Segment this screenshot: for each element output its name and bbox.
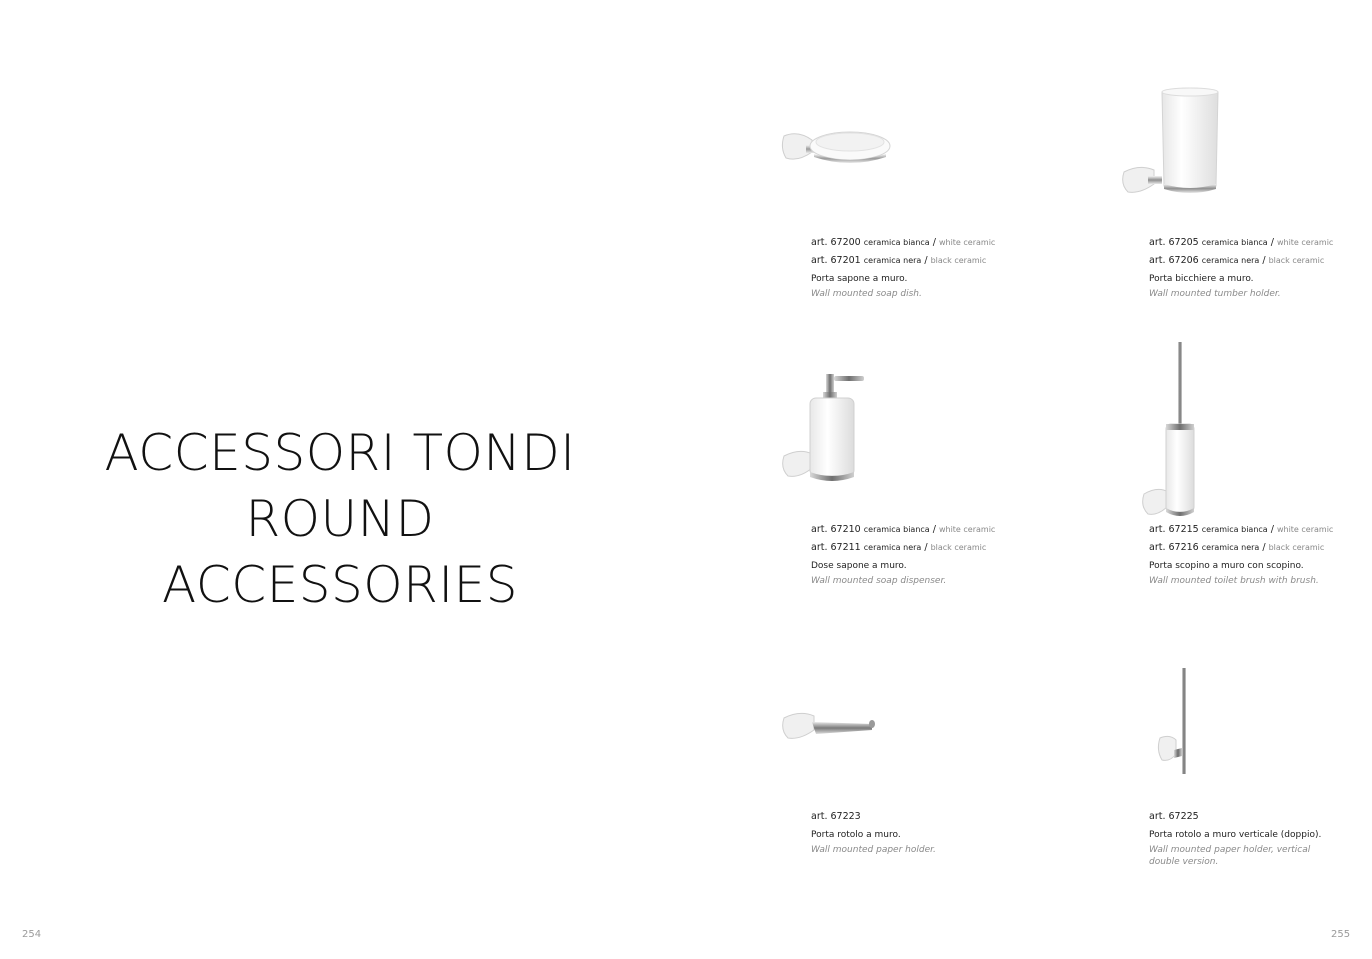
description-english: Wall mounted tumber holder. xyxy=(1149,289,1281,299)
art-line-2: art. 67201 ceramica nera / black ceramic xyxy=(811,255,987,266)
toilet-brush-image xyxy=(1140,340,1204,520)
art-line-1: art. 67200 ceramica bianca / white ceramic xyxy=(811,237,996,248)
title-english: ROUND ACCESSORIES xyxy=(162,490,518,614)
art-line-2: art. 67211 ceramica nera / black ceramic xyxy=(811,542,987,553)
description-italian: Porta scopino a muro con scopino. xyxy=(1149,561,1304,571)
description-italian: Dose sapone a muro. xyxy=(811,561,907,571)
art-line-1: art. 67210 ceramica bianca / white ceramic xyxy=(811,524,996,535)
art-line-1: art. 67215 ceramica bianca / white ceramic xyxy=(1149,524,1334,535)
description-english: Wall mounted soap dispenser. xyxy=(811,576,947,586)
tumbler-holder-image xyxy=(1120,84,1224,198)
soap-dispenser-image xyxy=(780,370,870,486)
description-english: Wall mounted soap dish. xyxy=(811,289,922,299)
description-italian: Porta rotolo a muro verticale (doppio). xyxy=(1149,830,1322,840)
page-title xyxy=(60,420,620,618)
description-english: Wall mounted paper holder. xyxy=(811,845,936,855)
art-line-2: art. 67216 ceramica nera / black ceramic xyxy=(1149,542,1325,553)
description-italian: Porta sapone a muro. xyxy=(811,274,908,284)
description-italian: Porta bicchiere a muro. xyxy=(1149,274,1254,284)
title-italian: ACCESSORI TONDI xyxy=(104,424,576,482)
description-english: Wall mounted toilet brush with brush. xyxy=(1149,576,1319,586)
art-line-1: art. 67223 xyxy=(811,811,861,822)
paper-holder-image xyxy=(780,706,880,746)
vertical-paper-holder-image xyxy=(1152,664,1196,778)
page-number-right: 255 xyxy=(1331,929,1351,940)
description-italian: Porta rotolo a muro. xyxy=(811,830,901,840)
art-line-2: art. 67206 ceramica nera / black ceramic xyxy=(1149,255,1325,266)
art-line-1: art. 67225 xyxy=(1149,811,1199,822)
description-english: Wall mounted paper holder, vertical double version. xyxy=(1149,845,1311,867)
page-number-left: 254 xyxy=(22,929,42,940)
art-line-1: art. 67205 ceramica bianca / white ceramic xyxy=(1149,237,1334,248)
soap-dish-image xyxy=(778,118,896,168)
